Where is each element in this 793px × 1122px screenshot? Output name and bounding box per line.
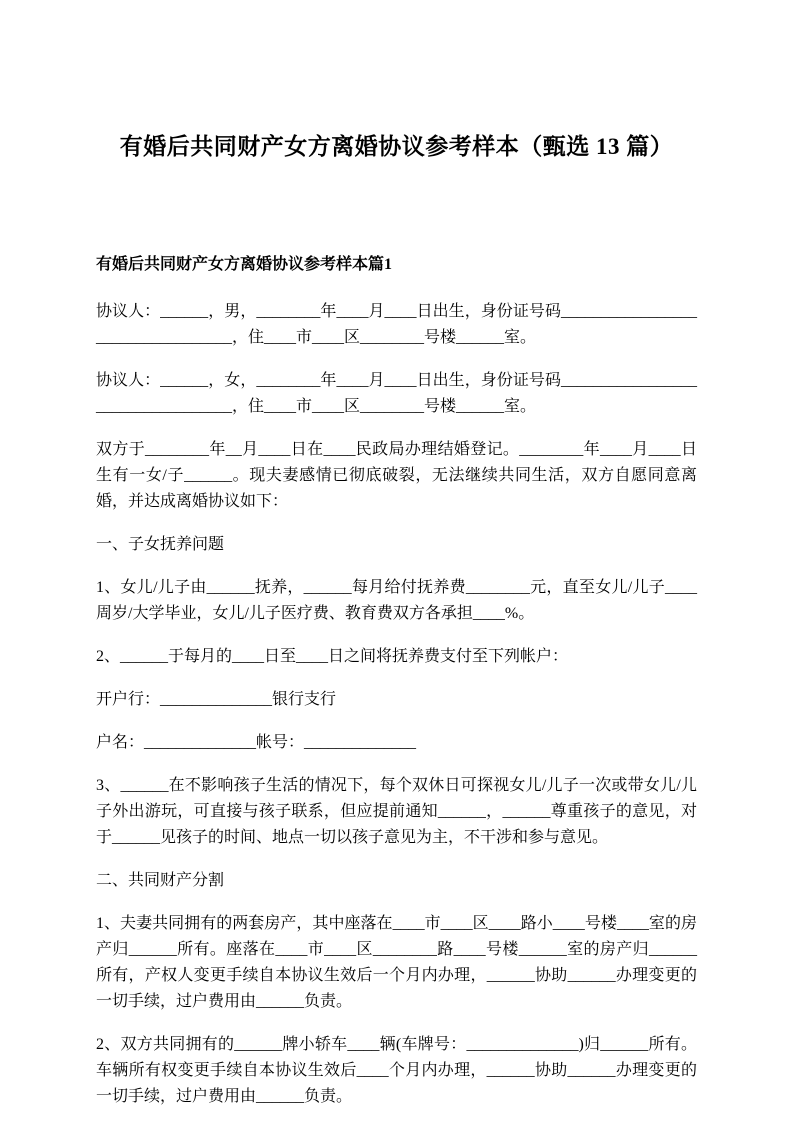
paragraph-bank-branch: 开户行：______________银行支行 xyxy=(96,691,337,708)
part1-heading: 有婚后共同财产女方离婚协议参考样本篇1 xyxy=(96,256,393,273)
document-title: 有婚后共同财产女方离婚协议参考样本（甄选 13 篇） xyxy=(119,134,674,159)
section-heading-property-division: 二、共同财产分割 xyxy=(96,872,225,889)
paragraph-payment-schedule: 2、______于每月的____日至____日之间将抚养费支付至下列帐户： xyxy=(96,648,569,665)
paragraph-party-b: 协议人：______，女，________年____月____日出生，身份证号码__________________________________，住____市____区________号楼______室。 xyxy=(96,372,697,415)
section-heading-child-custody: 一、子女抚养问题 xyxy=(96,536,225,553)
paragraph-account-info: 户名：______________帐号：______________ xyxy=(96,734,417,751)
paragraph-custody-support-fee: 1、女儿/儿子由______抚养，______每月给付抚养费________元，直至女儿/儿子____周岁/大学毕业，女儿/儿子医疗费、教育费双方各承担____%。 xyxy=(96,579,697,622)
paragraph-marriage-registration: 双方于________年__月____日在____民政局办理结婚登记。________年____月____日生有一女/子______。现夫妻感情已彻底破裂，无法继续共同生活，双方自愿同意离婚，并达成离婚协议如下： xyxy=(96,441,697,510)
paragraph-party-a: 协议人：______，男，________年____月____日出生，身份证号码__________________________________，住____市____区________号楼______室。 xyxy=(96,303,697,346)
paragraph-car-property: 2、双方共同拥有的______牌小轿车____辆(车牌号：______________)归______所有。车辆所有权变更手续自本协议生效后____个月内办理，______协助______办理变更的一切手续，过户费用由______负责。 xyxy=(96,1036,697,1105)
paragraph-house-property: 1、夫妻共同拥有的两套房产，其中座落在____市____区____路小____号楼____室的房产归______所有。座落在____市____区________路____号楼______室的房产归______所有，产权人变更手续自本协议生效后一个月内办理，______协助______办理变更的一切手续，过户费用由______负责。 xyxy=(96,915,697,1010)
paragraph-visitation-rights: 3、______在不影响孩子生活的情况下，每个双休日可探视女儿/儿子一次或带女儿/儿子外出游玩，可直接与孩子联系，但应提前通知______，______尊重孩子的意见，对于______见孩子的时间、地点一切以孩子意见为主，不干涉和参与意见。 xyxy=(96,777,697,846)
